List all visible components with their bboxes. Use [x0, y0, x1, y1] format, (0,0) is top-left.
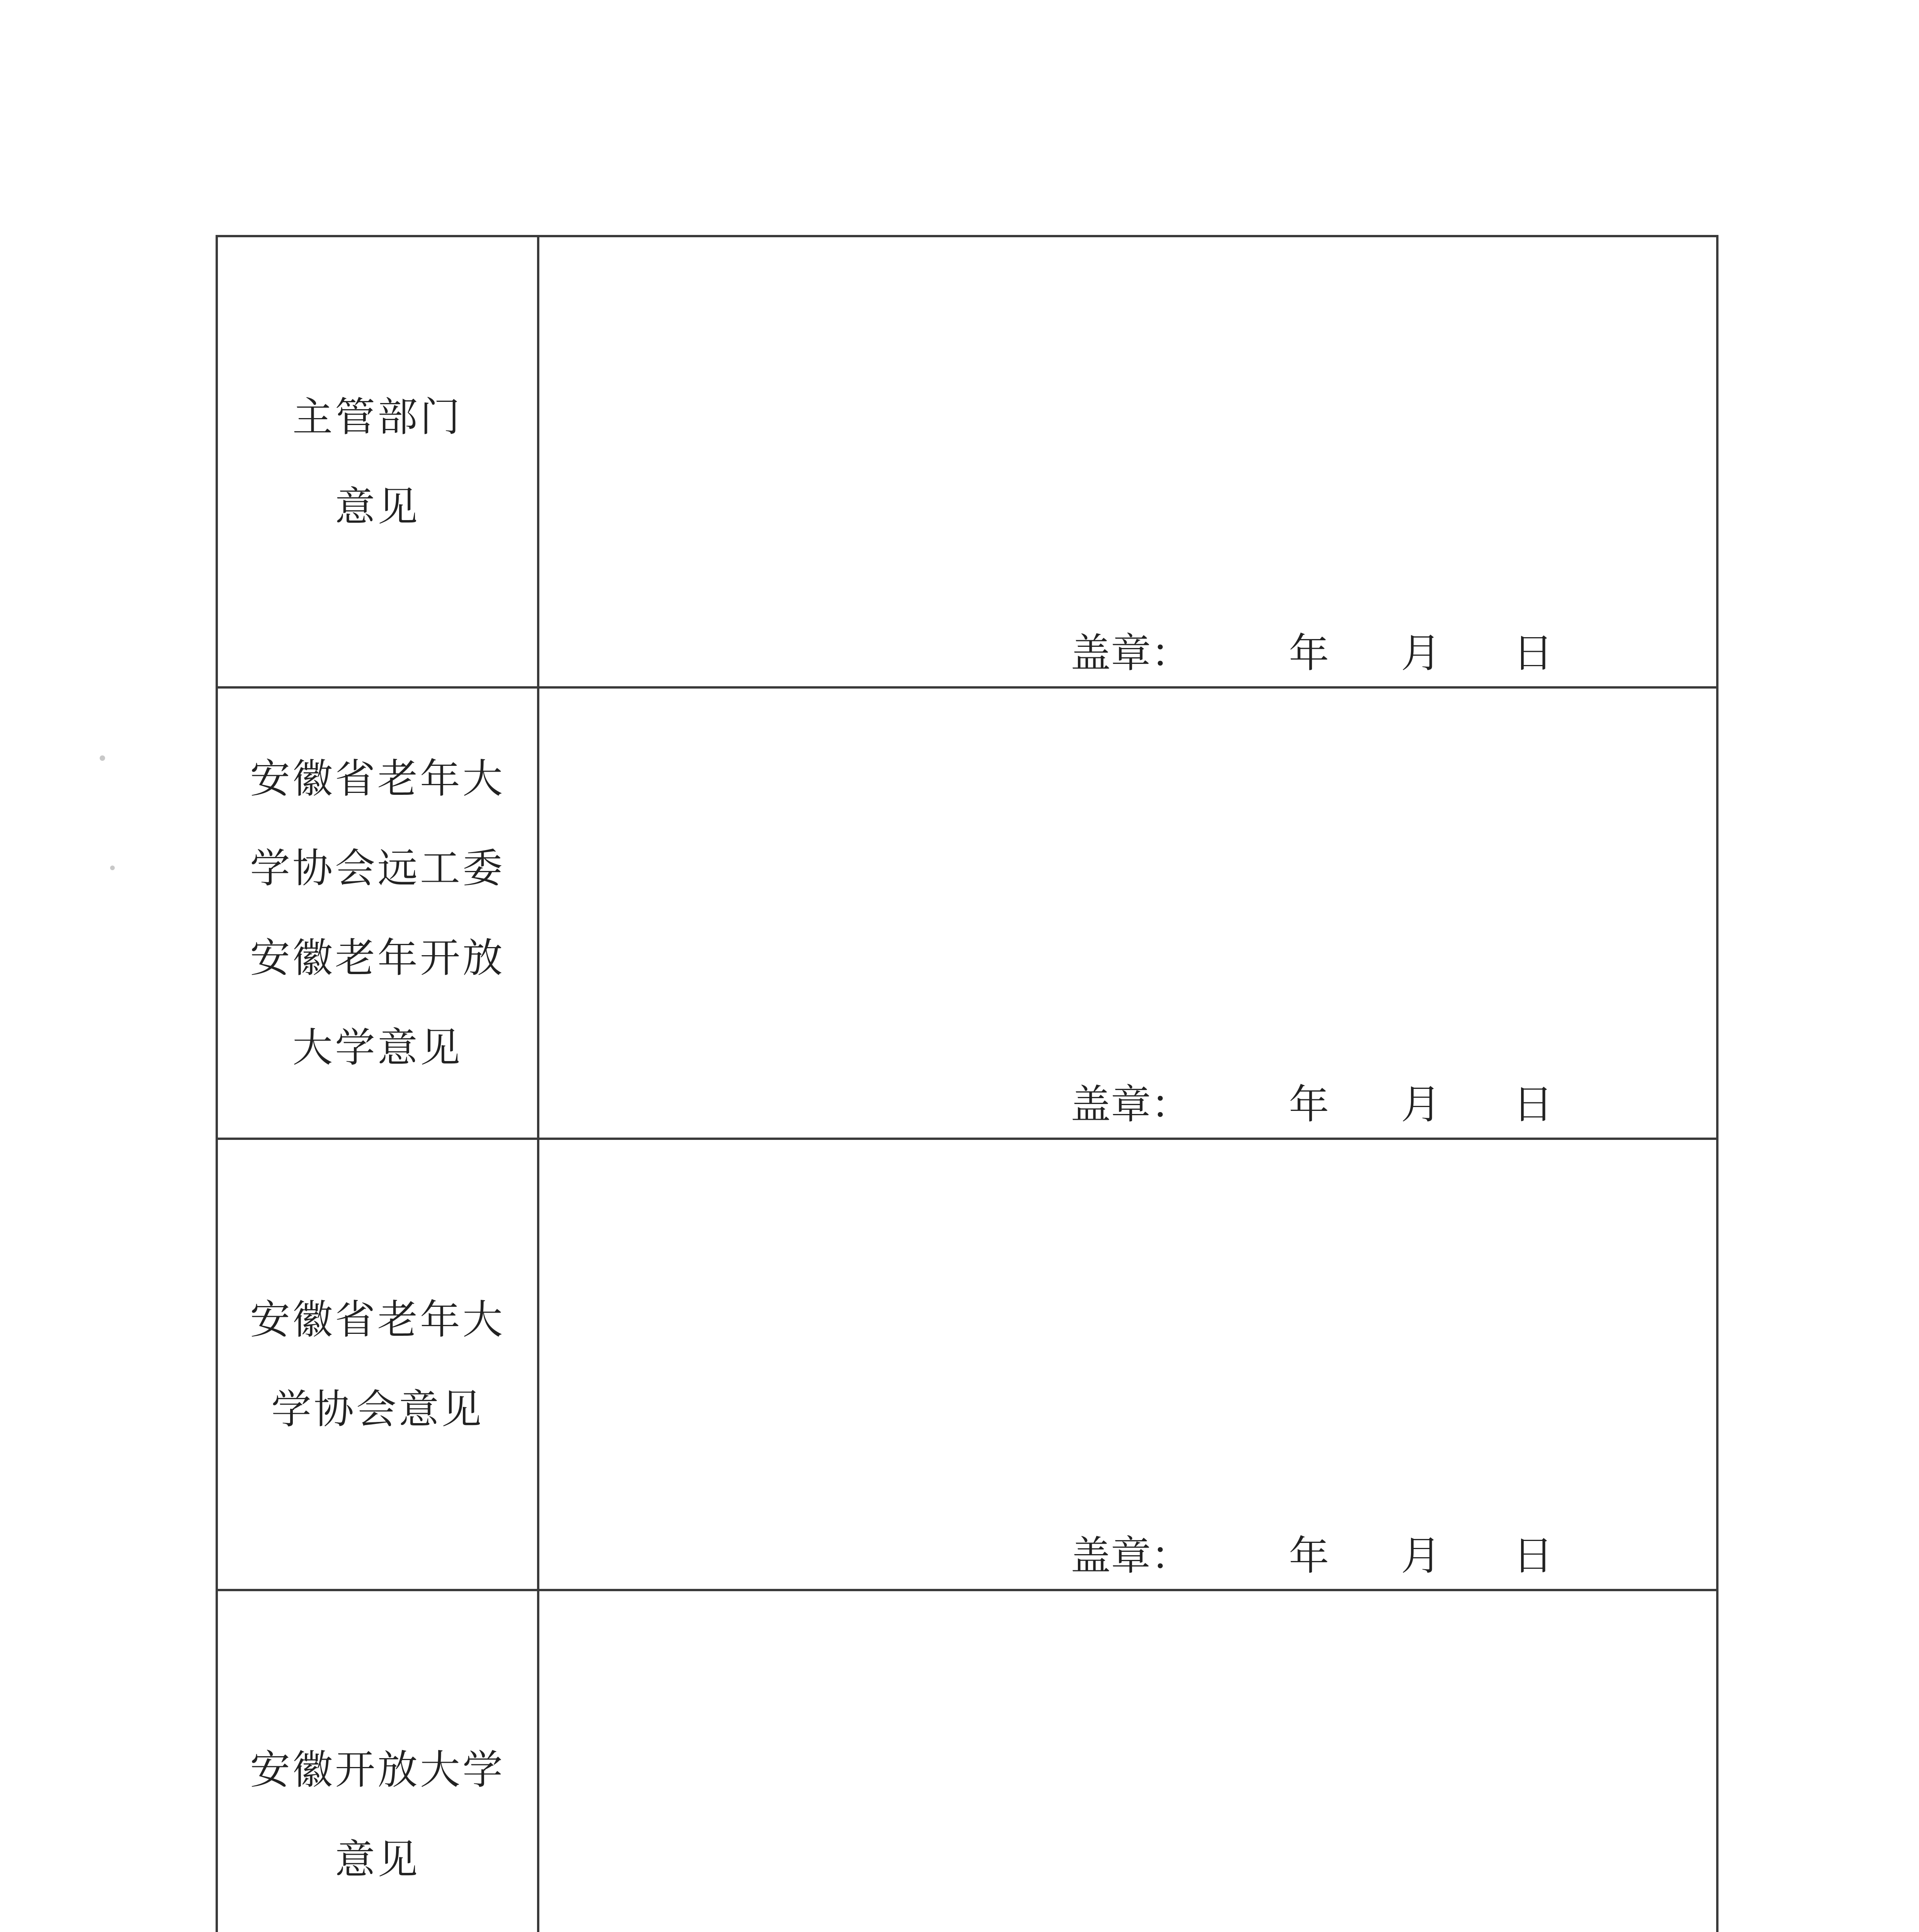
- row-label-line: 学协会远工委: [250, 845, 505, 892]
- seal-label: 盖章：: [1071, 1532, 1192, 1579]
- row-label-cell: [218, 1140, 539, 1589]
- seal-label: 盖章：: [1071, 629, 1192, 677]
- row-label-cell: [218, 1591, 539, 1932]
- row-label-line: 安徽省老年大: [250, 755, 505, 802]
- table-row: [218, 237, 1716, 689]
- seal-date-line: [1071, 626, 1553, 680]
- row-label-line: 安徽开放大学: [250, 1746, 505, 1793]
- table-row: [218, 1591, 1716, 1932]
- day-label: 日: [1513, 1081, 1554, 1128]
- row-label-line: 主管部门: [292, 393, 462, 440]
- row-label-line: 意见: [335, 483, 420, 530]
- opinion-content-cell[interactable]: [539, 1140, 1716, 1589]
- row-label-line: 学协会意见: [271, 1386, 484, 1433]
- year-label: 年: [1289, 1532, 1329, 1579]
- day-label: 日: [1513, 629, 1554, 677]
- month-label: 月: [1401, 1532, 1441, 1579]
- opinion-content-cell[interactable]: [539, 1591, 1716, 1932]
- opinion-content-cell[interactable]: [539, 689, 1716, 1138]
- row-label-cell: [218, 689, 539, 1138]
- seal-label: 盖章：: [1071, 1081, 1192, 1128]
- row-label-line: 安徽老年开放: [250, 934, 505, 981]
- table-row: [218, 689, 1716, 1140]
- scan-speck: [110, 866, 115, 870]
- scan-speck: [100, 755, 105, 761]
- table-row: [218, 1140, 1716, 1591]
- seal-date-line: [1071, 1077, 1553, 1131]
- year-label: 年: [1289, 629, 1329, 677]
- seal-date-line: [1071, 1529, 1553, 1583]
- row-label-line: 安徽省老年大: [250, 1296, 505, 1343]
- row-label-line: 意见: [335, 1836, 420, 1883]
- opinion-content-cell[interactable]: [539, 237, 1716, 686]
- row-label-cell: [218, 237, 539, 686]
- row-label-line: 大学意见: [292, 1024, 462, 1071]
- opinion-table: [216, 235, 1718, 1932]
- month-label: 月: [1401, 629, 1441, 677]
- year-label: 年: [1289, 1081, 1329, 1128]
- month-label: 月: [1401, 1081, 1441, 1128]
- day-label: 日: [1513, 1532, 1554, 1579]
